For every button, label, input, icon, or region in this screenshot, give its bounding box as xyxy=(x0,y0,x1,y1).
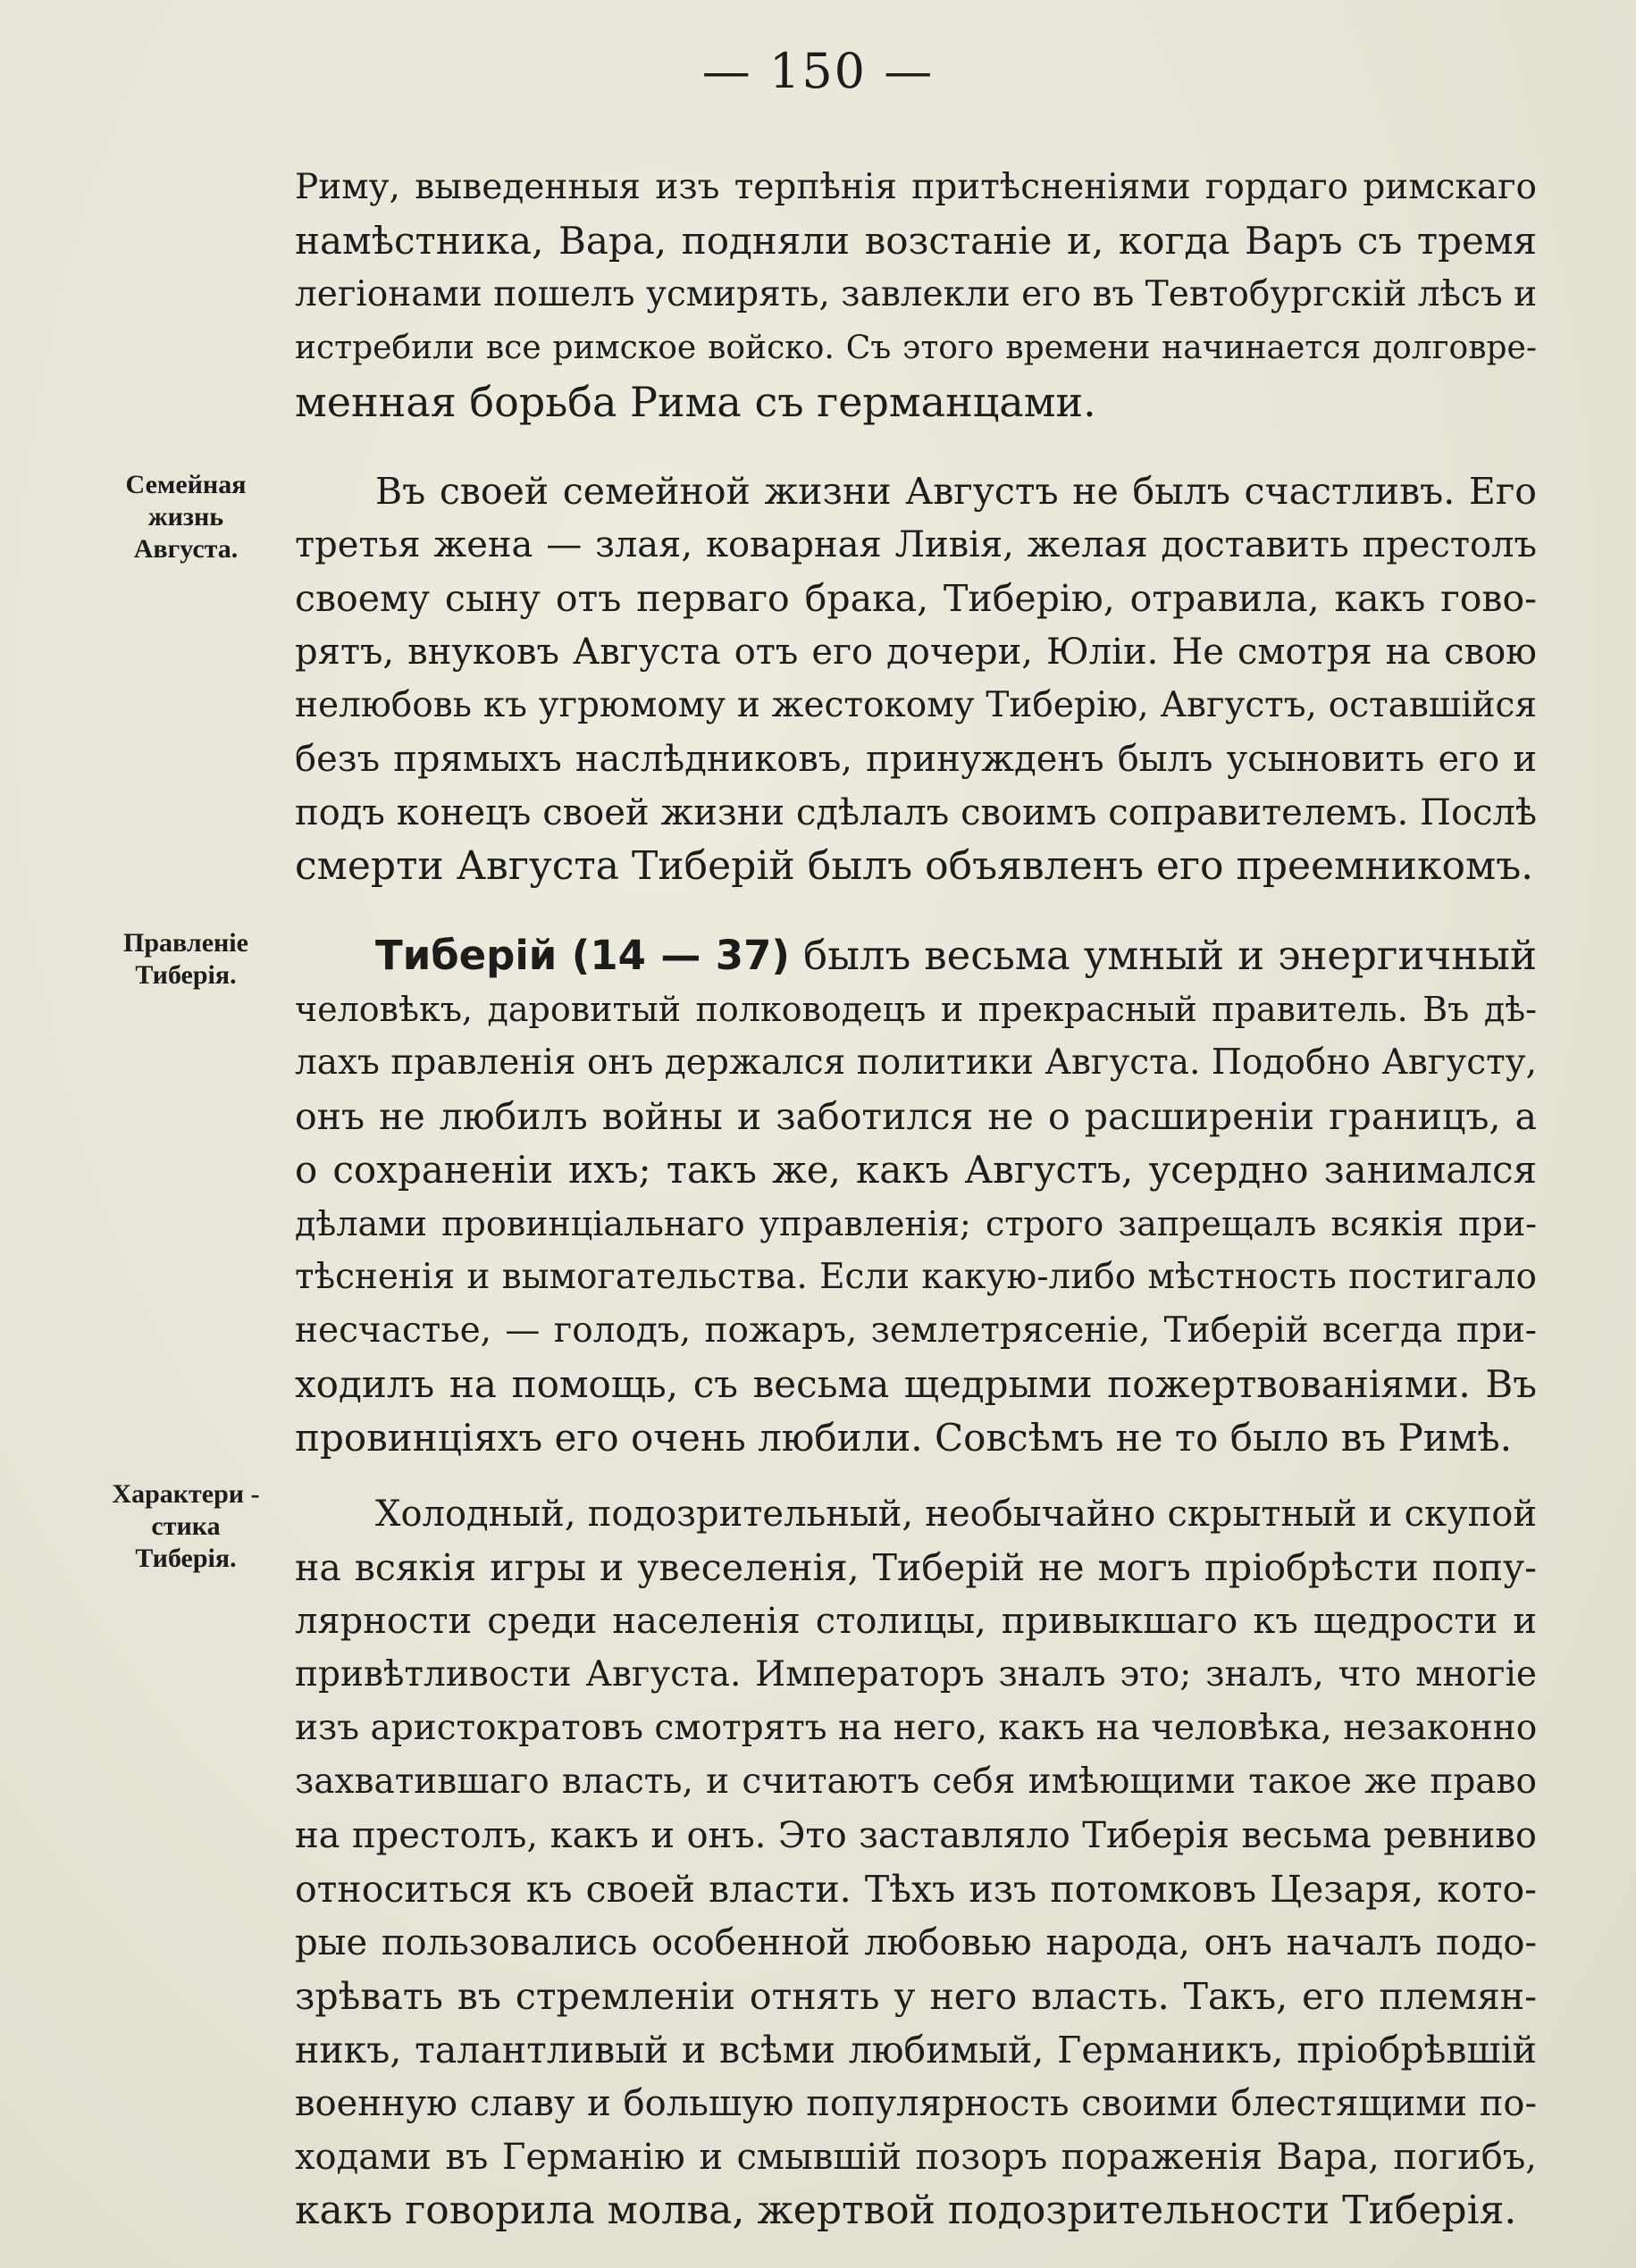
text-line: несчастье, — голодъ, пожаръ, землетрясеніе, Тиберій всегда при- xyxy=(295,1310,1537,1351)
text-line: лярности среди населенія столицы, привыкшаго къ щедрости и xyxy=(295,1601,1537,1642)
text-line: нелюбовь къ угрюмому и жестокому Тиберію, Августъ, оставшійся xyxy=(295,685,1537,725)
margin-note-line: Тиберія. xyxy=(135,960,237,990)
margin-note-line: Правленіе xyxy=(123,928,248,958)
text-line: Холодный, подозрительный, необычайно скрытный и скупой xyxy=(375,1494,1537,1535)
text-line: легіонами пошелъ усмирять, завлекли его въ Тевтобургскій лѣсъ и xyxy=(295,274,1537,314)
margin-note-line: жизнь xyxy=(147,502,224,531)
text-line: изъ аристократовъ смотрятъ на него, какъ на человѣка, незаконно xyxy=(295,1708,1537,1748)
paragraph-2 xyxy=(295,464,1537,893)
text-line: военную славу и большую популярность своими блестящими по- xyxy=(295,2083,1537,2124)
text-line: привѣтливости Августа. Императоръ зналъ это; зналъ, что многіе xyxy=(295,1654,1537,1695)
text-line: никъ, талантливый и всѣми любимый, Германикъ, пріобрѣвшій xyxy=(295,2029,1537,2071)
text-fragment: былъ весьма умный и энергичный xyxy=(803,932,1537,979)
margin-note-line: Семейная xyxy=(125,470,247,499)
margin-note-line: Августа. xyxy=(133,534,239,564)
text-line: человѣкъ, даровитый полководецъ и прекрасный правитель. Въ дѣ- xyxy=(295,990,1537,1029)
page-number: — 150 — xyxy=(701,43,935,99)
margin-note-line: Тиберія. xyxy=(135,1544,237,1573)
paragraph-4 xyxy=(295,1487,1537,2238)
text-line: рятъ, внуковъ Августа отъ его дочери, Юліи. Не смотря на свою xyxy=(295,632,1537,673)
text-line: безъ прямыхъ наслѣдниковъ, принужденъ былъ усыновить его и xyxy=(295,739,1537,780)
text-line: рые пользовались особенной любовью народа, онъ началъ подо- xyxy=(295,1922,1537,1963)
text-line: онъ не любилъ войны и заботился не о расширеніи границъ, а xyxy=(295,1095,1537,1138)
text-line: истребили все римское войско. Съ этого времени начинается долговре- xyxy=(295,330,1537,366)
margin-note-reign xyxy=(96,927,275,992)
text-line: менная борьба Рима съ германцами. xyxy=(295,378,1096,426)
text-line: третья жена — злая, коварная Ливія, желая доставить престолъ xyxy=(295,524,1537,565)
text-line xyxy=(295,929,1537,983)
text-line: зрѣвать въ стремленіи отнять у него власть. Такъ, его племян- xyxy=(295,1975,1537,2018)
margin-note-character xyxy=(96,1478,275,1575)
margin-note-line: Характери - xyxy=(112,1479,260,1509)
text-line: ходами въ Германію и смывшій позоръ пораженія Вара, погибъ, xyxy=(295,2137,1537,2178)
paragraph-1 xyxy=(295,161,1537,429)
text-line: на всякія игры и увеселенія, Тиберій не могъ пріобрѣсти попу- xyxy=(295,1546,1537,1589)
margin-note-family-life xyxy=(96,469,275,565)
text-line: намѣстника, Вара, подняли возстаніе и, когда Варъ съ тремя xyxy=(295,219,1537,263)
margin-note-line: стика xyxy=(151,1511,221,1541)
text-line: тѣсненія и вымогательства. Если какую-либо мѣстность постигало xyxy=(295,1257,1537,1297)
text-line: Риму, выведенныя изъ терпѣнія притѣсненіями гордаго римскаго xyxy=(295,167,1537,207)
text-line: на престолъ, какъ и онъ. Это заставляло Тиберія весьма ревниво xyxy=(295,1815,1537,1856)
text-line: ходилъ на помощь, съ весьма щедрыми пожертвованіями. Въ xyxy=(295,1362,1537,1406)
section-heading: Тиберій (14 — 37) xyxy=(375,932,790,979)
text-line: провинціяхъ его очень любили. Совсѣмъ не то было въ Римѣ. xyxy=(295,1416,1513,1460)
text-line: своему сыну отъ перваго брака, Тиберію, отравила, какъ гово- xyxy=(295,577,1537,620)
text-line: подъ конецъ своей жизни сдѣлалъ своимъ соправителемъ. Послѣ xyxy=(295,792,1537,833)
text-line: относиться къ своей власти. Тѣхъ изъ потомковъ Цезаря, кото- xyxy=(295,1868,1537,1911)
text-line: захватившаго власть, и считаютъ себя имѣющими такое же право xyxy=(295,1762,1537,1802)
text-line: о сохраненіи ихъ; такъ же, какъ Августъ, усердно занимался xyxy=(295,1148,1537,1192)
text-line: какъ говорила молва, жертвой подозрительности Тиберія. xyxy=(295,2188,1517,2233)
text-line: Въ своей семейной жизни Августъ не былъ счастливъ. Его xyxy=(375,470,1537,513)
text-line: лахъ правленія онъ держался политики Августа. Подобно Августу, xyxy=(295,1042,1537,1083)
text-line: смерти Августа Тиберій былъ объявленъ его преемникомъ. xyxy=(295,843,1534,889)
paragraph-3 xyxy=(295,929,1537,1465)
text-line: дѣлами провинціальнаго управленія; строго запрещалъ всякія при- xyxy=(295,1204,1537,1243)
